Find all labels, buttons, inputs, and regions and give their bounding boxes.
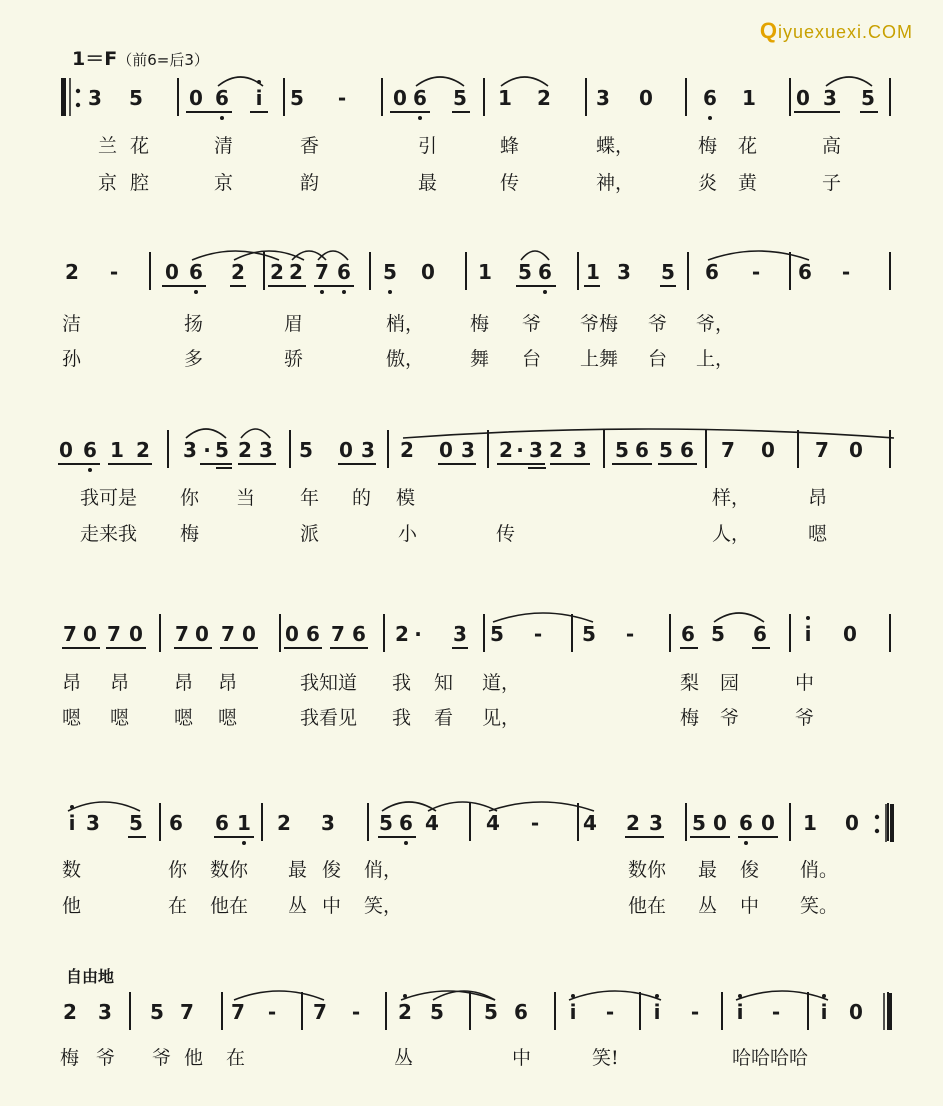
note: 1 [478,260,492,284]
note: i [804,622,812,646]
note: 1 [498,86,512,110]
lyric: 昂 [110,672,130,694]
slur [318,251,348,260]
lyric: 笑! [592,1047,619,1069]
lyric-verse2: 腔 [130,172,150,194]
note: 3 [361,438,375,462]
note: 6 [169,811,183,835]
note: 5 [299,438,313,462]
lyric-verse2: 多 [184,348,204,370]
note: - [841,260,851,284]
note: 2 [395,622,409,646]
lyric-verse2: 台 [522,348,542,370]
note: 6 [753,622,767,646]
lyric: 扬 [184,313,204,335]
note: 5 [215,438,229,462]
watermark-logo [760,18,913,44]
octave-dot-below [88,468,92,472]
note: 0 [339,438,353,462]
lyric: 昂 [808,487,828,509]
note: 5 [379,811,393,835]
repeat-dot [875,829,879,833]
lyric: 园 [720,672,740,694]
note: 5 [582,622,596,646]
slur [569,991,661,1000]
lyric-verse2: 爷 [795,707,815,729]
lyric-verse2: 嗯 [218,707,238,729]
lyric: 蜂 [500,135,520,157]
lyric-verse2: 炎 [698,172,718,194]
note: 5 [659,438,673,462]
note: 2 [549,438,563,462]
note: 3 [453,622,467,646]
note: i [68,811,76,835]
note: i [736,1000,744,1024]
slur [403,429,894,438]
lyric-verse2: 梅 [680,707,700,729]
lyric-verse2: 上， [696,348,735,370]
note: 1 [586,260,600,284]
note: 0 [845,811,859,835]
note: 6 [413,86,427,110]
note: 0 [796,86,810,110]
lyric-verse2: 我看见 [300,707,358,729]
lyric: 中 [512,1047,532,1069]
slur [401,991,495,1000]
octave-dot-below [320,290,324,294]
lyric: 你 [180,487,200,509]
octave-dot-below [194,290,198,294]
lyric-verse2: 嗯 [62,707,82,729]
note: 5 [692,811,706,835]
note: - [533,622,543,646]
octave-dot-below [418,116,422,120]
note: 0 [761,438,775,462]
note: 4 [425,811,439,835]
note: 1 [110,438,124,462]
lyric-verse2: 舞 [470,348,490,370]
slur [736,991,828,1000]
lyric: 丛 [394,1047,414,1069]
lyric: 昂 [62,672,82,694]
note: 6 [352,622,366,646]
lyric: 的 [352,487,372,509]
note: 6 [703,86,717,110]
lyric-verse2: 京 [214,172,234,194]
octave-dot-above [571,994,575,998]
note: 3 [529,438,543,462]
note: 3 [259,438,273,462]
note: 3 [461,438,475,462]
note: 7 [107,622,121,646]
lyric: 数你 [628,859,667,881]
note: 0 [165,260,179,284]
note: 6 [798,260,812,284]
lyric: 爷 [96,1047,116,1069]
note: 6 [337,260,351,284]
lyric: 当 [236,487,256,509]
lyric: 梅 [60,1047,80,1069]
lyric: 梅 [698,135,718,157]
note: - [625,622,635,646]
lyric: 你 [168,859,188,881]
lyric: 他 [184,1047,204,1069]
note: 3 [98,1000,112,1024]
octave-dot-above [822,994,826,998]
lyric-verse2: 人， [712,523,751,545]
key-signature [72,44,209,71]
note: 3 [596,86,610,110]
note: 6 [538,260,552,284]
lyric-verse2: 台 [648,348,668,370]
note: 5 [861,86,875,110]
note: 5 [129,811,143,835]
slur [192,251,279,260]
note: 6 [739,811,753,835]
note: 0 [639,86,653,110]
note: 5 [383,260,397,284]
lyric-verse2: 孙 [62,348,82,370]
lyric-verse2: 他 [62,895,82,917]
note: 2 [400,438,414,462]
lyric: 俏， [364,859,403,881]
lyric: 最 [288,859,308,881]
note: 1 [803,811,817,835]
note: 5 [518,260,532,284]
lyric: 道， [482,672,521,694]
note: 0 [129,622,143,646]
lyric: 中 [795,672,815,694]
note: 3 [88,86,102,110]
lyric: 模 [396,487,416,509]
lyric: 我知道 [300,672,358,694]
note: i [820,1000,828,1024]
lyric: 爷梅 [580,313,619,335]
note: · [414,622,422,646]
note: 2 [537,86,551,110]
lyric-verse2: 傲， [386,348,425,370]
lyric-verse2: 看 [434,707,454,729]
note: 0 [849,1000,863,1024]
lyric: 高 [822,135,842,157]
watermark-q: Q [759,18,778,43]
lyric-verse2: 韵 [300,172,320,194]
lyric: 花 [738,135,758,157]
note: 5 [711,622,725,646]
lyric-verse2: 他在 [628,895,667,917]
note: i [569,1000,577,1024]
lyric: 清 [214,135,234,157]
note: 0 [393,86,407,110]
slur [186,429,226,438]
note: 4 [583,811,597,835]
note: 6 [306,622,320,646]
note: 5 [615,438,629,462]
slur [714,613,764,622]
note: 0 [285,622,299,646]
note: - [530,811,540,835]
lyric: 俊 [322,859,342,881]
note: 3 [617,260,631,284]
note: 0 [421,260,435,284]
note: 2 [63,1000,77,1024]
note: 7 [815,438,829,462]
lyric-verse2: 京 [98,172,118,194]
note: 6 [680,438,694,462]
lyric: 昂 [218,672,238,694]
note: 2 [65,260,79,284]
octave-dot-below [543,290,547,294]
lyric-verse2: 见， [482,707,521,729]
lyric: 最 [698,859,718,881]
note: i [255,86,263,110]
slur [493,613,593,622]
lyric-verse2: 嗯 [174,707,194,729]
lyric-verse2: 小 [398,523,418,545]
lyric-verse2: 子 [822,172,842,194]
note: - [690,1000,700,1024]
note: 7 [231,1000,245,1024]
note: 7 [331,622,345,646]
slur [428,802,497,811]
lyric-verse2: 派 [300,523,320,545]
lyric-verse2: 梅 [180,523,200,545]
note: 0 [439,438,453,462]
lyric-verse2: 中 [322,895,342,917]
note: 0 [83,622,97,646]
lyric: 样， [712,487,751,509]
note: 2 [499,438,513,462]
lyric: 爷 [522,313,542,335]
note: 2 [238,438,252,462]
slur [501,77,548,86]
note: 5 [129,86,143,110]
note: 5 [484,1000,498,1024]
note: 0 [843,622,857,646]
octave-dot-below [404,841,408,845]
note: 7 [175,622,189,646]
note: 1 [237,811,251,835]
lyric-verse2: 笑。 [800,895,839,917]
lyric: 哈哈哈哈 [732,1047,809,1069]
note: 6 [215,86,229,110]
octave-dot-below [342,290,346,294]
slur [382,802,436,811]
tempo-marking: 自由地 [66,967,115,986]
octave-dot-above [403,994,407,998]
key-note: （前6=后3） [117,51,209,69]
octave-dot-above [738,994,742,998]
lyric: 数你 [210,859,249,881]
slur [826,77,872,86]
note: - [351,1000,361,1024]
note: 6 [681,622,695,646]
note: - [605,1000,615,1024]
lyric-verse2: 黄 [738,172,758,194]
octave-dot-below [220,116,224,120]
note: 0 [713,811,727,835]
lyric: 梢， [386,313,425,335]
repeat-dot [875,815,879,819]
lyric-verse2: 传 [500,172,520,194]
lyric-verse2: 嗯 [110,707,130,729]
slur [68,802,140,811]
octave-dot-above [70,805,74,809]
octave-dot-below [242,841,246,845]
note: 0 [242,622,256,646]
note: 6 [514,1000,528,1024]
note: 2 [626,811,640,835]
octave-dot-above [655,994,659,998]
note: 0 [761,811,775,835]
slur [708,251,809,260]
slur [234,251,304,260]
note: 5 [453,86,467,110]
lyric-verse2: 丛 [698,895,718,917]
note: 0 [59,438,73,462]
note: 6 [399,811,413,835]
lyric-verse2: 笑， [364,895,403,917]
note: 3 [321,811,335,835]
note: - [267,1000,277,1024]
note: i [653,1000,661,1024]
slur [416,77,464,86]
slur [521,251,549,260]
note: 2 [270,260,284,284]
lyric: 洁 [62,313,82,335]
note: 2 [231,260,245,284]
note: 4 [486,811,500,835]
lyric: 花 [130,135,150,157]
note: · [203,438,211,462]
lyric: 数 [62,859,82,881]
note: 0 [849,438,863,462]
note: 3 [86,811,100,835]
note: 5 [430,1000,444,1024]
lyric: 香 [300,135,320,157]
note: 3 [573,438,587,462]
lyric: 年 [300,487,320,509]
lyric: 俏。 [800,859,839,881]
lyric-verse2: 我 [392,707,412,729]
note: 6 [189,260,203,284]
lyric: 梅 [470,313,490,335]
note: 3 [649,811,663,835]
lyric-verse2: 骄 [284,348,304,370]
lyric: 兰 [98,135,118,157]
note: 7 [221,622,235,646]
note: 0 [195,622,209,646]
lyric-verse2: 上舞 [580,348,619,370]
lyric-verse2: 中 [740,895,760,917]
note: - [771,1000,781,1024]
slur [433,991,495,1000]
octave-dot-below [744,841,748,845]
lyric-verse2: 传 [496,523,516,545]
note: - [337,86,347,110]
octave-dot-below [388,290,392,294]
note: 3 [823,86,837,110]
watermark-text: iyuexuexi.COM [777,22,913,42]
note: 2 [289,260,303,284]
slur [292,251,326,260]
slur [489,802,594,811]
repeat-dot [76,103,80,107]
note: 2 [136,438,150,462]
note: 7 [63,622,77,646]
lyric-verse2: 神， [596,172,635,194]
note: · [516,438,524,462]
octave-dot-above [257,80,261,84]
note: 2 [277,811,291,835]
note: 3 [183,438,197,462]
lyric: 爷 [152,1047,172,1069]
lyric: 我可是 [80,487,138,509]
lyric: 蝶， [596,135,635,157]
lyric-verse2: 爷 [720,707,740,729]
note: 6 [215,811,229,835]
note: 5 [661,260,675,284]
note: 2 [398,1000,412,1024]
lyric: 我 [392,672,412,694]
note: 7 [721,438,735,462]
lyric-verse2: 丛 [288,895,308,917]
slur [218,77,263,86]
lyric: 引 [418,135,438,157]
slur [241,429,270,438]
note: 0 [189,86,203,110]
repeat-dot [76,89,80,93]
lyric: 梨 [680,672,700,694]
octave-dot-below [708,116,712,120]
note: 7 [313,1000,327,1024]
slur [234,991,324,1000]
lyric: 俊 [740,859,760,881]
note: - [109,260,119,284]
lyric: 知 [434,672,454,694]
note: 5 [290,86,304,110]
lyric-verse2: 他在 [210,895,249,917]
note: 6 [705,260,719,284]
note: 6 [83,438,97,462]
key-main: 1＝F [72,48,118,70]
note: 7 [315,260,329,284]
note: 5 [150,1000,164,1024]
note: 1 [742,86,756,110]
octave-dot-above [806,616,810,620]
lyric-verse2: 最 [418,172,438,194]
lyric-verse2: 在 [168,895,188,917]
lyric: 眉 [284,313,304,335]
lyric-verse2: 嗯 [808,523,828,545]
lyric: 爷， [696,313,735,335]
note: 6 [635,438,649,462]
note: 5 [490,622,504,646]
lyric: 爷 [648,313,668,335]
lyric: 在 [226,1047,246,1069]
note: 7 [180,1000,194,1024]
lyric-verse2: 走来我 [80,523,138,545]
note: - [751,260,761,284]
lyric: 昂 [174,672,194,694]
